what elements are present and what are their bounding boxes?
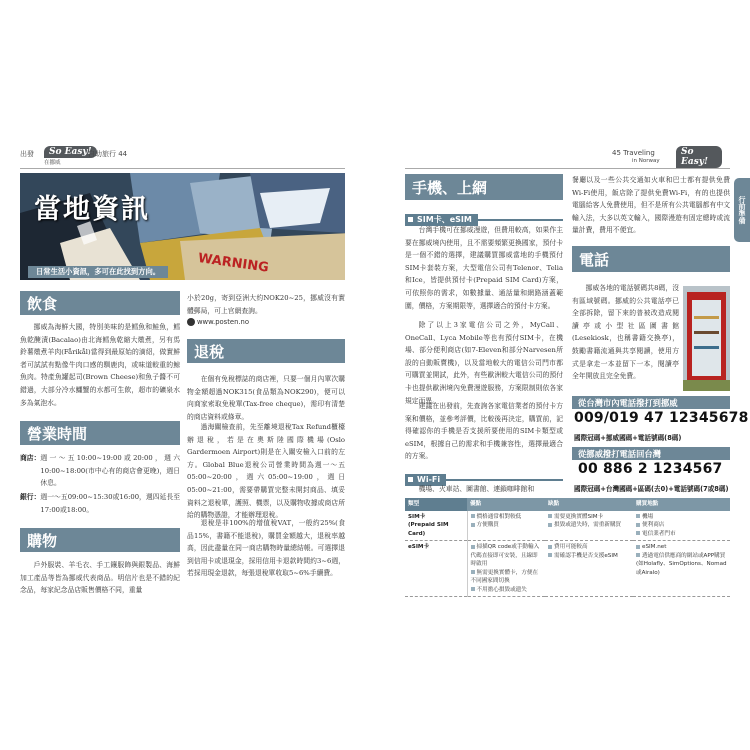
- table-list-item: 掃描QR code或手動輸入代碼直接即可安裝，且線即時啟用: [470, 544, 540, 567]
- table-list-item: 方便購買: [471, 521, 543, 530]
- call-from-norway-number: 00 886 2 1234567: [578, 461, 723, 477]
- table-cell-where: [633, 541, 730, 597]
- section-heading-food: 飲食: [20, 291, 180, 315]
- food-text: 挪威為海鮮大國，特別美味的是鱈魚和鮭魚，鱈魚乾醃漬(Bacalao)由北海鱈魚乾縮大燉煮，另有馬鈴薯燉煮羊肉(Fårikål)當得到最原始的滴紹，做實鮮者可試試有點像牛肉口感的馴鹿肉，或味道較重的鯨魚肉。特產魚罐起司(Brown Cheese)和魚子醬不可錯過，大部分冷水鱷蟹的水都可生飲，超市的礦泉水多為氣泡水。: [20, 323, 180, 407]
- web-icon: [187, 318, 195, 326]
- subheading-sim-label: SIM卡、eSIM: [405, 214, 478, 226]
- sim-text-3: 建議在出發前，先查詢各家電信業者的預付卡方案和價格，並參考評價，比較後再決定，購買前，記得確認你的手機是否支援所要使用的SIM卡類型或eSIM，根據自己的需求和手機兼容性，選擇最適合的方案。: [405, 402, 563, 461]
- bullet-square-icon: [636, 531, 640, 535]
- call-from-taiwan-note: 國際冠碼+挪威國碼+電話號碼(8碼): [574, 434, 682, 442]
- refund-text-1: 在個有免稅標誌的商店裡，只要一個月內單次購物金額超過NOK315(食品類為NOK290)，便可以向商家索取免稅單(Tax-free cheque)，需印有清楚的商店資料或條章。: [187, 375, 345, 421]
- table-list-item: 便利商店: [636, 521, 727, 530]
- subheading-wifi: [405, 467, 563, 484]
- call-from-taiwan-bar: 從台灣市內電話撥打到挪威: [572, 396, 730, 409]
- header-subtitle-right: in Norway: [632, 158, 660, 164]
- hero-warning-text: WARNING: [197, 251, 270, 276]
- hours-shops-text: 週一～五10:00~19:00或20:00，週六10:00~18:00(市中心有的商店會更晚)，週日休息。: [40, 454, 180, 488]
- table-header-where: 購買地點: [633, 498, 730, 511]
- table-list-item: 費用可能較高: [548, 543, 630, 552]
- phone-text: [572, 282, 679, 383]
- table-cell-pros: [467, 541, 545, 597]
- sim-text-2: 除了以上3家電信公司之外，MyCall、OneCall、Lyca Mobile等也有預付SIM卡，在機場、部分便利商店(如7-Eleven和部分Narvesen所設的自動販賣機)，以及當地較大的電信公司門市都可購買並開試，此外，有些歐洲較大電信公司的預付卡也提供歐洲境內免費漫遊服務，方案限制則依各家規定而異。: [405, 321, 563, 405]
- bullet-square-icon: [548, 514, 552, 518]
- left-page-header: [20, 146, 128, 164]
- hours-bank: [20, 491, 180, 516]
- bullet-square-icon: [636, 553, 640, 557]
- bullet-square-icon: [471, 523, 475, 527]
- refund-text-2: 過海關檢查前，先至離境退稅Tax Refund櫃檯辦退稅，若是在奧斯陸國際機場(Oslo Gardermoen Airport)則是在入關安檢入口前的左方。Global Blue退稅公司營業時間為週一～五05:00~20:00，週六05:00~19:00，週日05:00~21:00，需要帶購買完整未開封商品、填妥資料之退稅單，護照、機票，以及購物收據或商店所給的購物憑證，才能辦理退稅。: [187, 423, 345, 520]
- table-cell-cons: [545, 541, 633, 597]
- bullet-square-icon: [636, 545, 640, 549]
- table-list-item: 透過電信供應商的網站或APP購買(如Holafly、SimOptions、Nomad或Airalo): [636, 552, 727, 576]
- refund-text-3: 退稅是非100%的增值稅VAT，一般約25%(食品15%，書籍不能退稅)，購買金額越大，退稅率越高，因此盡量在同一商店購物時量總結帳。可選擇退到信用卡或退現金，採用信用卡退款時間約3~6週，若採用現金退款，每張退稅單收取5~6%手續費。: [187, 519, 345, 578]
- table-list-item: 不用擔心損毀或遺失: [471, 586, 543, 595]
- table-list-item: 機場: [636, 513, 727, 522]
- table-list-item: 損毀或遺失時，需重新購買: [548, 521, 630, 530]
- bullet-square-icon: [636, 523, 640, 527]
- section-heading-hours: 營業時間: [20, 421, 180, 445]
- postal-url[interactable]: www.posten.no: [197, 318, 250, 326]
- hero-caption: 日常生活小資訊，多可在此找到方向。: [28, 266, 168, 278]
- call-from-norway-note: 國際冠碼+台灣國碼+區碼(去0)+電話號碼(7或8碼): [574, 485, 729, 493]
- table-list-item: 無需更換實體卡，方便在不同國家間切換: [470, 569, 539, 584]
- bullet-square-icon: [471, 545, 475, 549]
- table-list-item: 需確認手機是否支援eSIM: [548, 552, 630, 561]
- header-divider-left: [20, 168, 345, 169]
- so-easy-logo-right: So Easy!: [676, 146, 722, 168]
- so-easy-logo: So Easy!: [44, 146, 97, 158]
- section-heading-phone: 電話: [572, 246, 730, 272]
- hours-shops: [20, 452, 180, 490]
- bullet-square-icon: [548, 545, 552, 549]
- bullet-square-icon: [548, 523, 552, 527]
- hours-shops-label: 商店：: [20, 454, 41, 462]
- table-list-item: 需要更換實體SIM卡: [548, 513, 630, 522]
- postal-link[interactable]: [187, 318, 249, 326]
- table-cell-cons: [545, 511, 633, 541]
- wifi-text-rest: 餐廳以及一些公共交通如火車和巴士都有提供免費Wi-Fi使用，飯店除了提供免費Wi-Fi，有的也提供電腦給客人免費使用，但不是所有公共電腦都有中文輸入法，大多以英文輸入，國際漫遊有固定總時或流量計費，費用不便宜。: [572, 176, 730, 235]
- call-from-norway-bar: 從挪威撥打電話回台灣: [572, 447, 730, 460]
- hero-banner: [20, 173, 345, 280]
- table-cell-type: SIM卡 (Prepaid SIM Card): [405, 511, 467, 541]
- header-label-depart: 出發: [20, 150, 34, 158]
- table-cell-where: [633, 511, 730, 541]
- sim-comparison-table: [405, 498, 730, 597]
- page-number-right: 45 Traveling: [612, 149, 655, 157]
- table-header-pros: 優點: [467, 498, 545, 511]
- right-page-header: [612, 146, 722, 166]
- table-list-item: eSIM.net: [636, 543, 727, 552]
- sim-text-1: 台灣手機可在挪威漫遊，但費用較高，如果作主要在挪威境內使用，且不需要頻繁更換國家，預付卡是一個不錯的選擇，建議購買挪威當地的手機預付SIM卡套裝方案，大型電信公司有Telenor、Telia和Ice，皆提供預付卡(Prepaid SIM Card)方案，可依照你的需求，如數據量、通話量和網路涵蓋範圍，價格，方案期限等，選擇適合的預付卡方案。: [405, 226, 563, 310]
- side-chapter-tab[interactable]: 行前準備: [734, 178, 750, 242]
- section-heading-mobile: 手機、上網: [405, 174, 563, 200]
- bullet-square-icon: [471, 514, 475, 518]
- table-list-item: 電信業者門市: [636, 530, 727, 539]
- bullet-square-icon: [471, 587, 475, 591]
- reading-kiosk-photo: [683, 286, 730, 391]
- section-heading-shopping: 購物: [20, 528, 180, 552]
- bullet-square-icon: [636, 514, 640, 518]
- shopping-text: 戶外服裝、羊毛衣、手工鑲服飾與銀製品、海鮮加工產品等皆為挪威代表商品。明信片也是不錯的紀念品，每家紀念品店販售價格不同，重量: [20, 561, 180, 595]
- table-cell-type: eSIM卡: [405, 541, 467, 597]
- bullet-square-icon: [548, 553, 552, 557]
- bullet-square-icon: [471, 570, 475, 574]
- header-label-norway: 在挪威: [44, 160, 61, 166]
- subheading-wifi-label: Wi-Fi: [405, 474, 446, 486]
- table-header-type: 類型: [405, 498, 467, 511]
- hours-bank-text: 週一～五09:00~15:30或16:00，週四延長至17:00或18:00。: [40, 493, 180, 514]
- table-list-item: 價格通常相對較低: [471, 513, 543, 522]
- section-heading-refund: 退稅: [187, 339, 345, 363]
- hours-bank-label: 銀行：: [20, 493, 41, 501]
- table-row: [405, 541, 730, 597]
- table-header-cons: 缺點: [545, 498, 633, 511]
- header-divider-right: [405, 168, 730, 169]
- call-from-taiwan-number: 009/019 47 12345678: [574, 410, 749, 426]
- wifi-text: 機場、火車站、圖書館、連鎖咖啡館和: [418, 485, 535, 493]
- table-row: [405, 511, 730, 541]
- table-cell-pros: [467, 511, 545, 541]
- hero-title: 當地資訊: [34, 194, 150, 225]
- postal-text: 小於20g，寄到亞洲大約NOK20~25，挪威沒有實體郵局，可上官網查詢。: [187, 294, 345, 315]
- page-number-left: 自助旅行 44: [88, 150, 128, 158]
- subheading-sim: [405, 207, 563, 224]
- phone-text-content: 挪威各地的電話號碼共8碼，沒有區域號碼。挪威的公共電話亭已全部拆除，留下來的普被改造成閱讀亭或小型社區圖書館(Lesekiosk，也稱書籍交換亭)，鼓勵書籍流通與共享閱讀，使用方式是拿走一本並留下一本，閱讀亭全年開放且完全免費。: [572, 284, 679, 381]
